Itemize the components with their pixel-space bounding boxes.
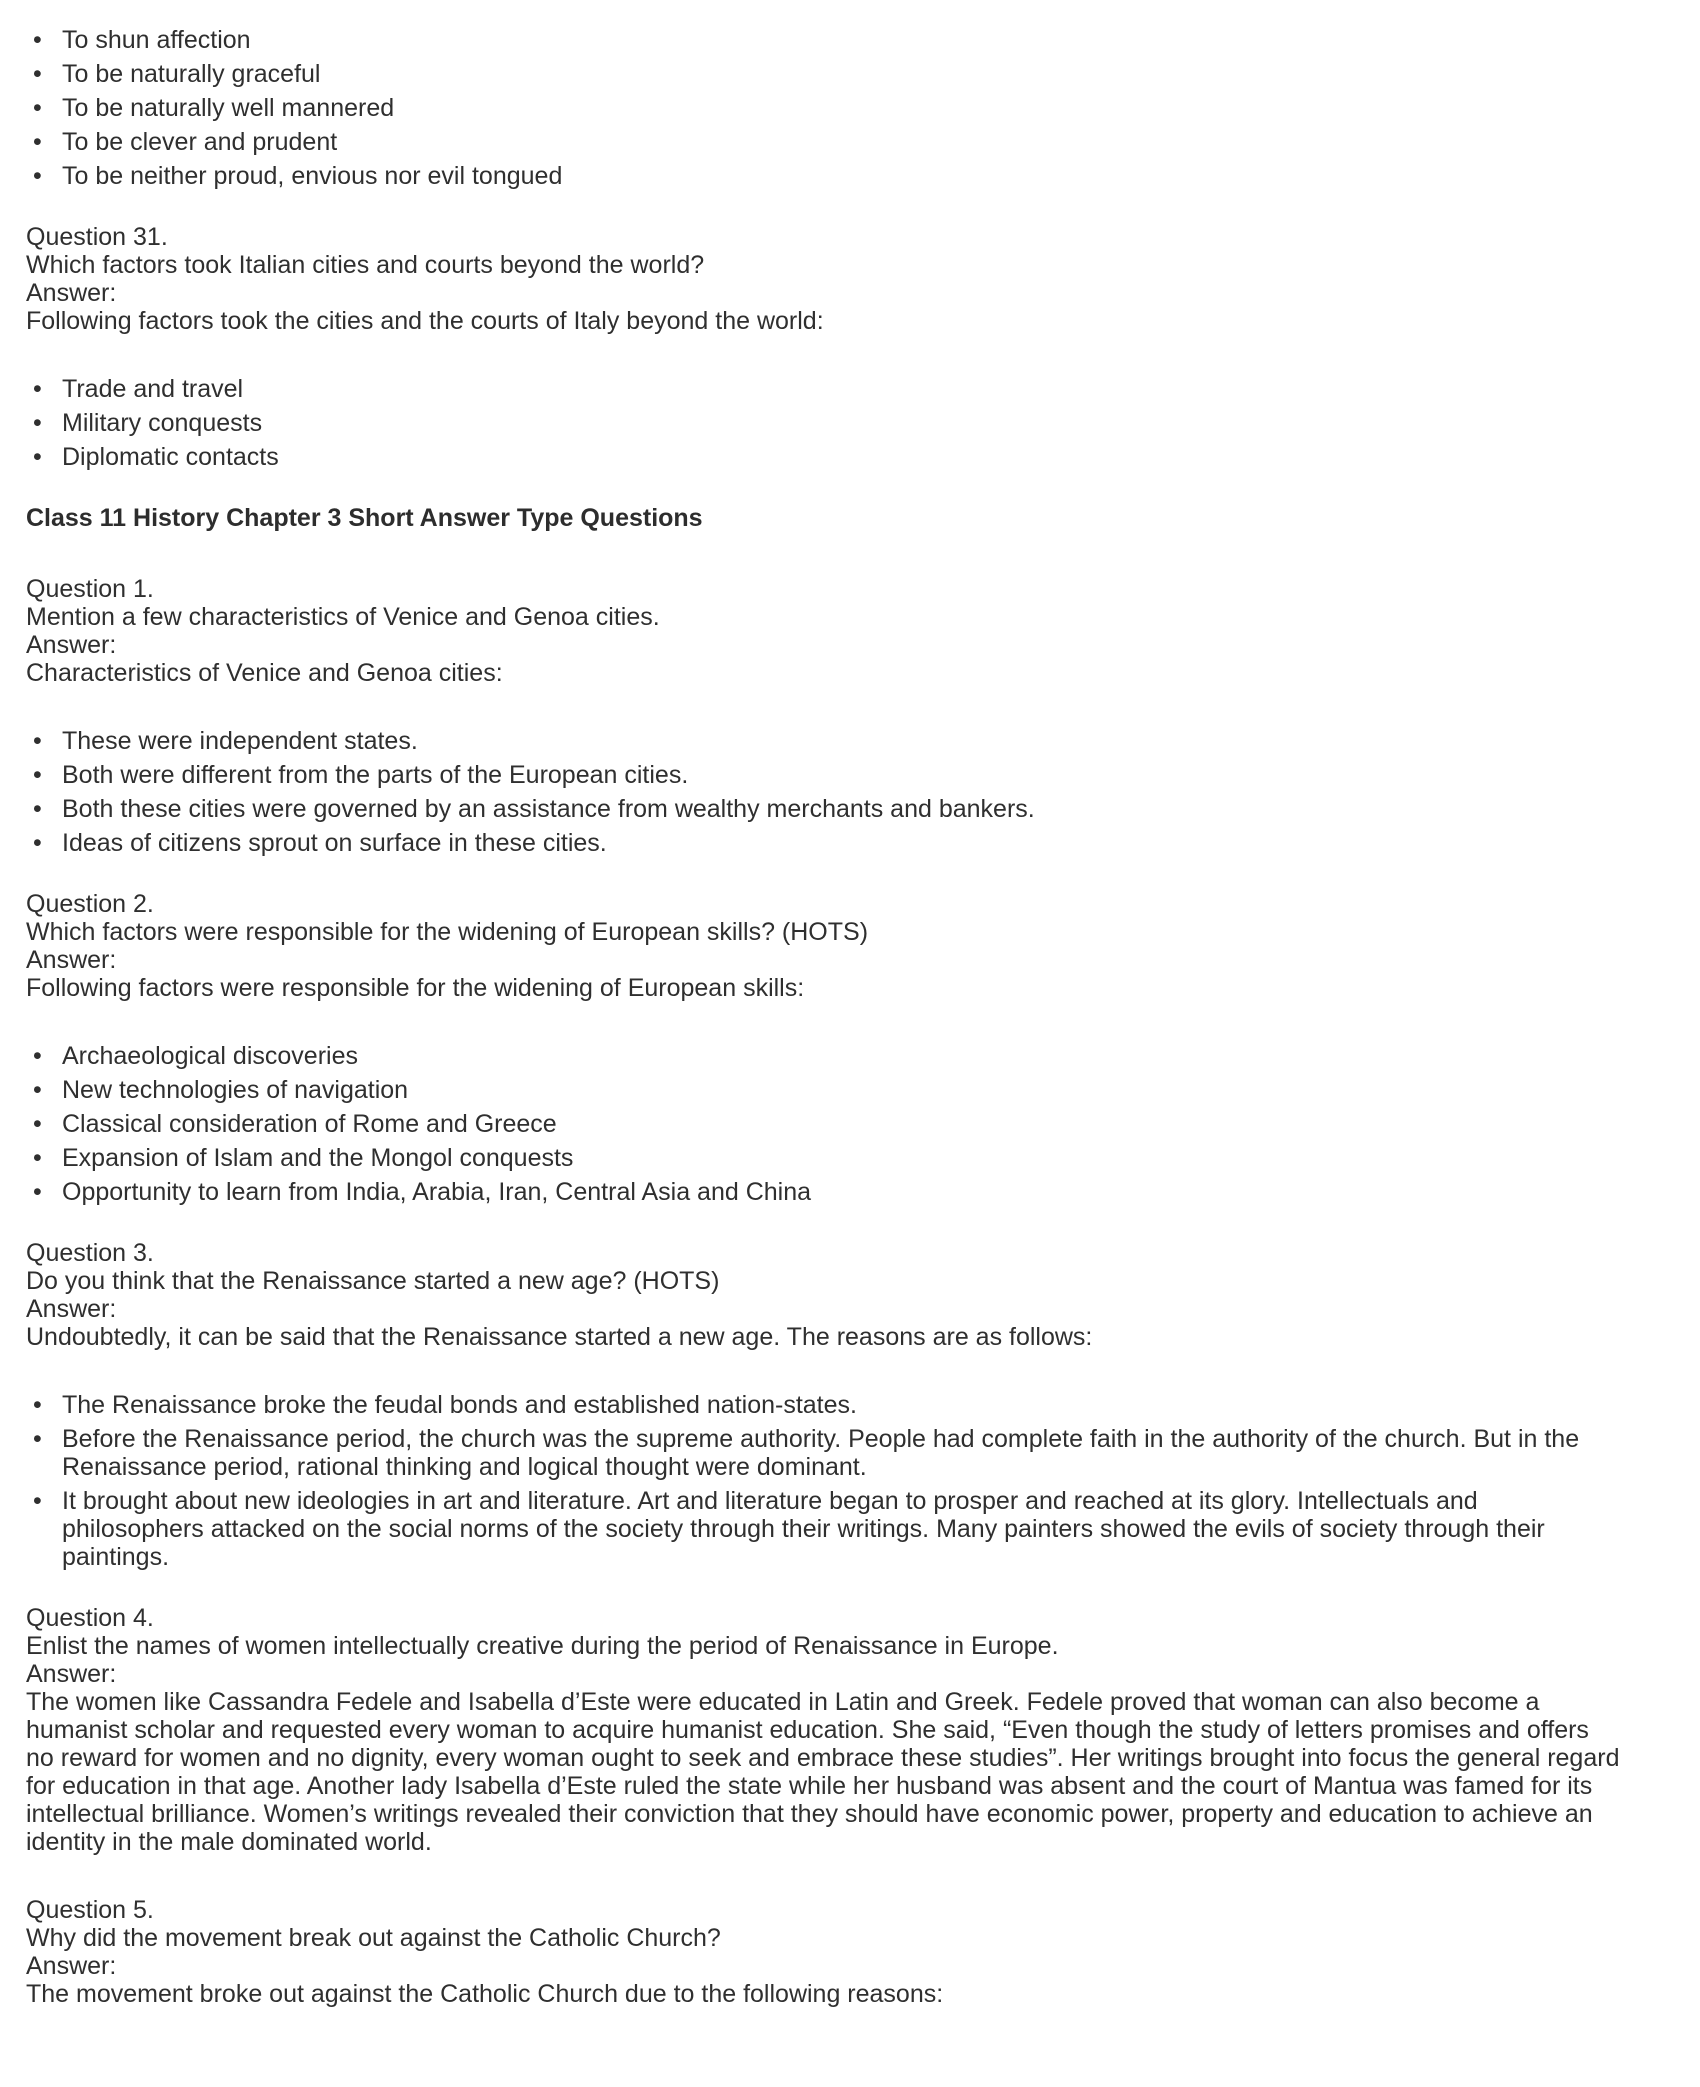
answer-label: Answer: [26, 1660, 117, 1688]
question-31-block [26, 223, 1620, 335]
bullet-item: • Both these cities were governed by an assistance from wealthy merchants and bankers. [26, 795, 1620, 823]
answer-intro: Following factors took the cities and the courts of Italy beyond the world: [26, 307, 824, 335]
question-5-block [26, 1896, 1620, 2008]
bullet-item: • Both were different from the parts of the European cities. [26, 761, 1620, 789]
question-3-block [26, 1239, 1620, 1351]
bullet-item: • Diplomatic contacts [26, 443, 1620, 471]
question-text: Mention a few characteristics of Venice and Genoa cities. [26, 603, 660, 631]
question-number: Question 31. [26, 223, 168, 251]
bullet-item: • To shun affection [26, 26, 1620, 54]
question-number: Question 4. [26, 1604, 154, 1632]
bullet-item: • To be naturally graceful [26, 60, 1620, 88]
bullet-item: • To be naturally well mannered [26, 94, 1620, 122]
answer-label: Answer: [26, 631, 117, 659]
answer-intro: Undoubtedly, it can be said that the Renaissance started a new age. The reasons are as follows: [26, 1323, 1093, 1351]
section-heading: Class 11 History Chapter 3 Short Answer Type Questions [26, 504, 703, 532]
answer-label: Answer: [26, 1295, 117, 1323]
bullet-item: • Ideas of citizens sprout on surface in these cities. [26, 829, 1620, 857]
question-number: Question 3. [26, 1239, 154, 1267]
bullet-item: • To be clever and prudent [26, 128, 1620, 156]
question-text: Enlist the names of women intellectually creative during the period of Renaissance in Europe. [26, 1632, 1059, 1660]
bullet-item: • To be neither proud, envious nor evil tongued [26, 162, 1620, 190]
question-number: Question 5. [26, 1896, 154, 1924]
question-text: Which factors took Italian cities and courts beyond the world? [26, 251, 705, 279]
question-2-block [26, 890, 1620, 1002]
question-1-bullet-list [26, 727, 1620, 857]
answer-label: Answer: [26, 946, 117, 974]
question-text: Why did the movement break out against the Catholic Church? [26, 1924, 721, 1952]
bullet-item: • These were independent states. [26, 727, 1620, 755]
question-2-bullet-list [26, 1042, 1620, 1206]
bullet-item: • Archaeological discoveries [26, 1042, 1620, 1070]
question-text: Which factors were responsible for the widening of European skills? (HOTS) [26, 918, 869, 946]
question-31-bullet-list [26, 375, 1620, 471]
bullet-item: • The Renaissance broke the feudal bonds and established nation-states. [26, 1391, 1620, 1419]
bullet-item: • Trade and travel [26, 375, 1620, 403]
bullet-item: • New technologies of navigation [26, 1076, 1620, 1104]
answer-label: Answer: [26, 279, 117, 307]
question-number: Question 1. [26, 575, 154, 603]
bullet-item: • Before the Renaissance period, the church was the supreme authority. People had complete faith in the authority of the church. But in the Renaissance period, rational thinking and logical thought were dominant. [26, 1425, 1620, 1481]
question-1-block [26, 575, 1620, 687]
bullet-item: • It brought about new ideologies in art and literature. Art and literature began to prosper and reached at its glory. Intellectuals and philosophers attacked on the social norms of the society through their writings. Many painters showed the evils of society through their paintings. [26, 1487, 1620, 1571]
question-3-bullet-list [26, 1391, 1620, 1571]
answer-intro: The movement broke out against the Catholic Church due to the following reasons: [26, 1980, 944, 2008]
bullet-item: • Opportunity to learn from India, Arabia, Iran, Central Asia and China [26, 1178, 1620, 1206]
bullet-item: • Expansion of Islam and the Mongol conquests [26, 1144, 1620, 1172]
answer-intro: Characteristics of Venice and Genoa cities: [26, 659, 503, 687]
answer-label: Answer: [26, 1952, 117, 1980]
question-number: Question 2. [26, 890, 154, 918]
intro-bullet-list [26, 26, 1620, 190]
answer-text: The women like Cassandra Fedele and Isabella d’Este were educated in Latin and Greek. Fedele proved that woman can also become a humanist scholar and requested every woman to acquire humanist education. She said, “Even though the study of letters promises and offers no reward for women and no dignity, every woman ought to seek and embrace these studies”. Her writings brought into focus the general regard for education in that age. Another lady Isabella d’Este ruled the state while her husband was absent and the court of Mantua was famed for its intellectual brilliance. Women’s writings revealed their conviction that they should have economic power, property and education to achieve an identity in the male dominated world. [26, 1688, 1620, 1856]
bullet-item: • Classical consideration of Rome and Greece [26, 1110, 1620, 1138]
question-4-block [26, 1604, 1620, 1856]
answer-intro: Following factors were responsible for the widening of European skills: [26, 974, 805, 1002]
question-text: Do you think that the Renaissance started a new age? (HOTS) [26, 1267, 720, 1295]
bullet-item: • Military conquests [26, 409, 1620, 437]
